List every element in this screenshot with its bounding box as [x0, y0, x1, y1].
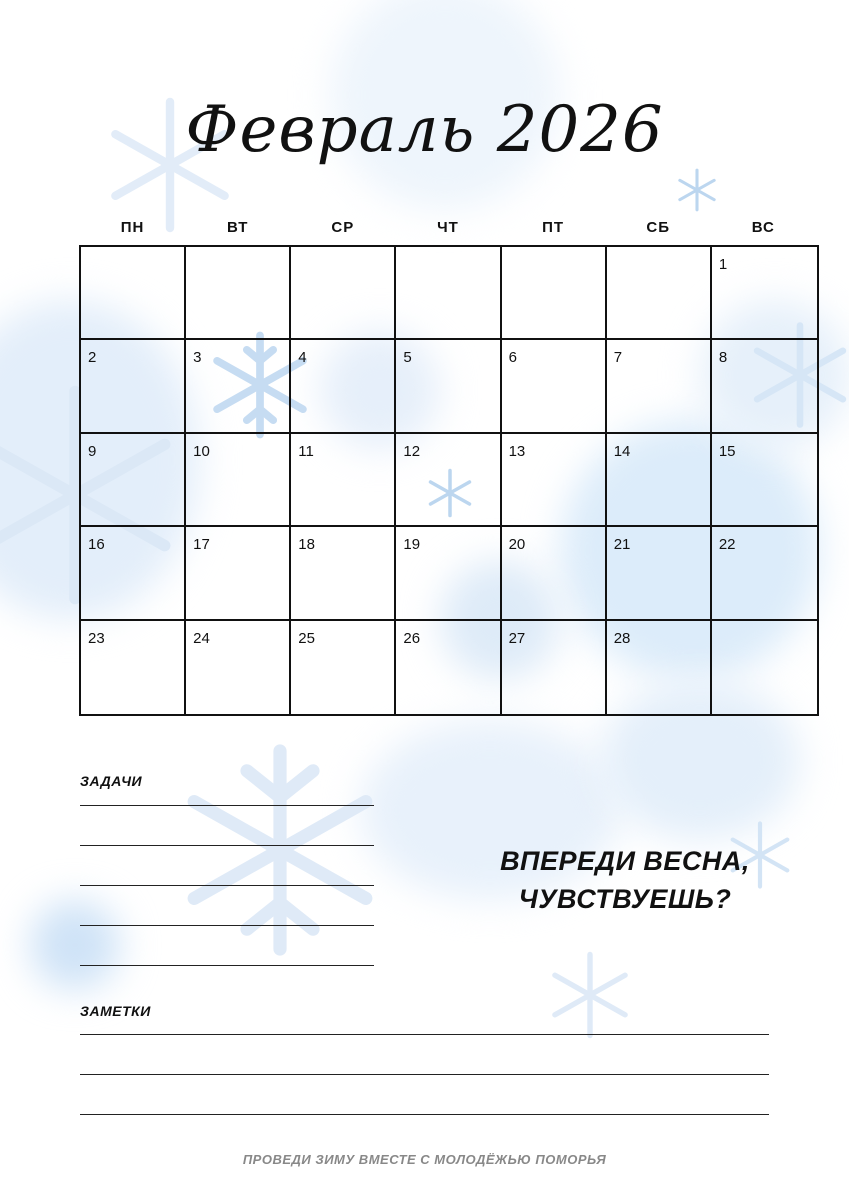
day-cell[interactable]: [712, 247, 817, 340]
day-number: 27: [508, 629, 526, 647]
day-cell[interactable]: [81, 527, 186, 620]
day-cell[interactable]: [186, 247, 291, 340]
day-number: 15: [718, 442, 736, 460]
tasks-line[interactable]: [80, 885, 374, 886]
day-cell[interactable]: [712, 340, 817, 433]
day-number: 16: [88, 536, 105, 554]
day-number: 3: [193, 349, 202, 367]
snowflake-icon: [675, 168, 719, 212]
weekday-label: ВС: [751, 219, 775, 236]
tasks-line[interactable]: [80, 925, 374, 926]
day-number: 13: [508, 442, 526, 460]
day-cell[interactable]: [396, 527, 501, 620]
notes-line[interactable]: [80, 1074, 769, 1075]
weekday-label: ПН: [120, 219, 145, 236]
tasks-line[interactable]: [80, 845, 374, 846]
slogan: [470, 842, 780, 918]
day-number: 14: [613, 442, 631, 460]
day-cell[interactable]: [712, 621, 817, 714]
slogan-line: ЧУВСТВУЕШЬ?: [518, 884, 732, 914]
day-number: 10: [193, 442, 210, 460]
day-number: 28: [613, 629, 631, 647]
snowflake-icon: [545, 950, 635, 1040]
day-cell[interactable]: [186, 527, 291, 620]
weekday-label: СР: [331, 219, 355, 236]
day-cell[interactable]: [712, 527, 817, 620]
day-cell[interactable]: [396, 434, 501, 527]
day-number: 7: [613, 349, 623, 367]
day-cell[interactable]: [186, 340, 291, 433]
day-cell[interactable]: [502, 340, 607, 433]
day-number: 2: [88, 349, 97, 367]
day-number: 8: [718, 349, 728, 367]
day-cell[interactable]: [291, 527, 396, 620]
day-cell[interactable]: [186, 621, 291, 714]
tasks-line[interactable]: [80, 805, 374, 806]
day-cell[interactable]: [396, 621, 501, 714]
day-cell[interactable]: [291, 434, 396, 527]
day-number: 5: [403, 349, 412, 367]
day-number: 21: [613, 536, 631, 554]
day-number: 26: [403, 629, 421, 647]
day-cell[interactable]: [607, 434, 712, 527]
bokeh-circle: [30, 900, 120, 990]
day-cell[interactable]: [81, 434, 186, 527]
weekday-label: ВТ: [226, 219, 249, 236]
weekday-label: СБ: [646, 219, 670, 236]
day-number: 23: [88, 629, 105, 647]
day-cell[interactable]: [502, 621, 607, 714]
day-cell[interactable]: [396, 247, 501, 340]
tasks-line[interactable]: [80, 965, 374, 966]
calendar-grid: [79, 245, 819, 716]
day-cell[interactable]: [607, 527, 712, 620]
day-cell[interactable]: [502, 527, 607, 620]
slogan-line: ВПЕРЕДИ ВЕСНА,: [500, 846, 750, 876]
day-cell[interactable]: [607, 247, 712, 340]
day-cell[interactable]: [291, 621, 396, 714]
day-number: 1: [718, 256, 728, 273]
day-number: 17: [193, 536, 210, 554]
weekday-header: [80, 219, 816, 239]
notes-line[interactable]: [80, 1114, 769, 1115]
day-number: 6: [508, 349, 517, 367]
notes-line[interactable]: [80, 1034, 769, 1035]
day-number: 20: [508, 536, 526, 554]
day-number: 18: [298, 536, 315, 554]
page-title: Февраль 2026: [185, 93, 664, 167]
weekday-label: ПТ: [542, 219, 565, 236]
day-cell[interactable]: [712, 434, 817, 527]
weekday-label: ЧТ: [437, 219, 459, 236]
notes-label: ЗАМЕТКИ: [80, 1003, 151, 1019]
day-cell[interactable]: [607, 340, 712, 433]
day-cell[interactable]: [291, 340, 396, 433]
snowflake-icon: [170, 740, 390, 960]
day-number: 11: [298, 442, 314, 460]
day-number: 9: [88, 442, 97, 460]
day-cell[interactable]: [81, 621, 186, 714]
day-number: 24: [193, 629, 210, 647]
day-cell[interactable]: [502, 434, 607, 527]
day-cell[interactable]: [502, 247, 607, 340]
day-cell[interactable]: [291, 247, 396, 340]
day-cell[interactable]: [81, 247, 186, 340]
day-cell[interactable]: [396, 340, 501, 433]
day-number: 19: [403, 536, 421, 554]
footer-text: ПРОВЕДИ ЗИМУ ВМЕСТЕ С МОЛОДЁЖЬЮ ПОМОРЬЯ: [242, 1152, 607, 1167]
day-cell[interactable]: [607, 621, 712, 714]
day-number: 25: [298, 629, 315, 647]
day-number: 4: [298, 349, 307, 367]
day-cell[interactable]: [186, 434, 291, 527]
day-cell[interactable]: [81, 340, 186, 433]
day-number: 12: [403, 442, 421, 460]
day-number: 22: [718, 536, 736, 554]
tasks-label: ЗАДАЧИ: [80, 773, 143, 789]
